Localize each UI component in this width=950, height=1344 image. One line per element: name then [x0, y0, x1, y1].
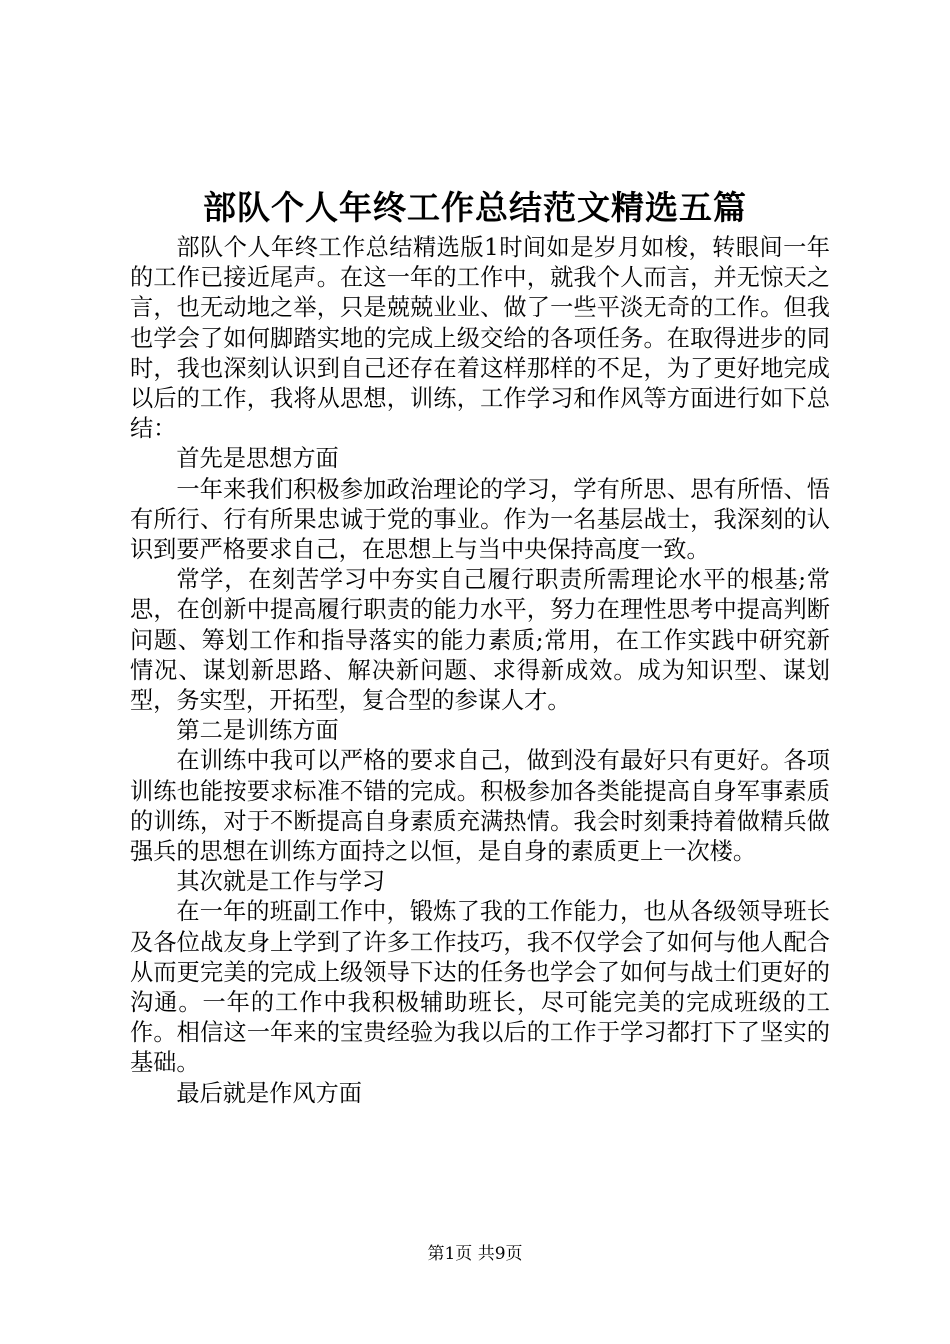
paragraph-work-study: 在一年的班副工作中，锻炼了我的工作能力，也从各级领导班长及各位战友身上学到了许多工作技巧，我不仅学会了如何与他人配合从而更完美的完成上级领导下达的任务也学会了如何与战士们更好的沟通。一年的工作中我积极辅助班长，尽可能完美的完成班级的工作。相信这一年来的宝贵经验为我以后的工作于学习都打下了坚实的基础。	[130, 898, 830, 1077]
section-heading-work-study: 其次就是工作与学习	[176, 868, 386, 896]
paragraph-training: 在训练中我可以严格的要求自己，做到没有最好只有更好。各项训练也能按要求标准不错的完成。积极参加各类能提高自身军事素质的训练，对于不断提高自身素质充满热情。我会时刻秉持着做精兵做强兵的思想在训练方面持之以恒，是自身的素质更上一次楼。	[130, 747, 830, 866]
page-number: 第1页 共9页	[427, 1244, 523, 1264]
section-heading-style: 最后就是作风方面	[176, 1079, 362, 1107]
section-heading-thought: 首先是思想方面	[176, 445, 339, 473]
paragraph-study: 常学，在刻苦学习中夯实自己履行职责所需理论水平的根基;常思，在创新中提高履行职责的能力水平，努力在理性思考中提高判断问题、筹划工作和指导落实的能力素质;常用，在工作实践中研究新情况、谋划新思路、解决新问题、求得新成效。成为知识型、谋划型，务实型，开拓型，复合型的参谋人才。	[130, 566, 830, 715]
paragraph-intro: 部队个人年终工作总结精选版1时间如是岁月如梭，转眼间一年的工作已接近尾声。在这一年的工作中，就我个人而言，并无惊天之言，也无动地之举，只是兢兢业业、做了一些平淡无奇的工作。但我也学会了如何脚踏实地的完成上级交给的各项任务。在取得进步的同时，我也深刻认识到自己还存在着这样那样的不足，为了更好地完成以后的工作，我将从思想，训练，工作学习和作风等方面进行如下总结：	[130, 234, 830, 443]
document-title: 部队个人年终工作总结范文精选五篇	[203, 188, 747, 227]
section-heading-training: 第二是训练方面	[176, 717, 339, 745]
document-body	[130, 233, 830, 1109]
paragraph-thought: 一年来我们积极参加政治理论的学习，学有所思、思有所悟、悟有所行、行有所果忠诚于党的事业。作为一名基层战士，我深刻的认识到要严格要求自己，在思想上与当中央保持高度一致。	[130, 475, 830, 564]
